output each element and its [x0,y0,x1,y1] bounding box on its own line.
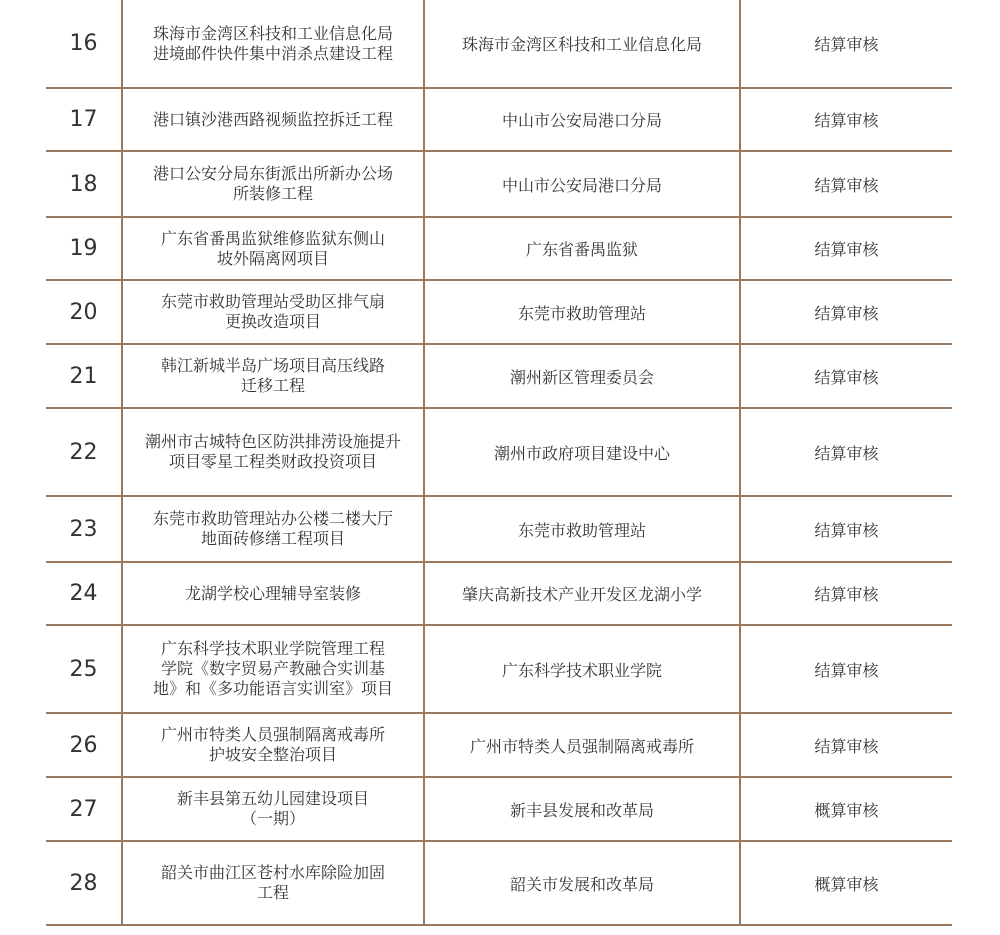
project-name-line: 韩江新城半岛广场项目高压线路 [160,356,385,375]
row-number: 16 [46,0,122,88]
organization-cell: 肇庆高新技术产业开发区龙湖小学 [424,562,740,625]
project-name-line: 东莞市救助管理站办公楼二楼大厅 [152,509,393,528]
row-number: 24 [46,562,122,625]
project-name-line: 地》和《多功能语言实训室》项目 [152,679,393,698]
row-number: 18 [46,151,122,217]
organization-cell: 潮州市政府项目建设中心 [424,408,740,496]
row-number: 25 [46,625,122,713]
project-name-line: （一期） [240,809,305,828]
row-number: 19 [46,217,122,280]
row-number: 17 [46,88,122,151]
project-name-cell [122,0,424,88]
project-name-cell [122,713,424,777]
table-row [46,625,952,713]
review-type-cell: 结算审核 [740,408,952,496]
row-number: 27 [46,777,122,841]
project-name-line: 龙湖学校心理辅导室装修 [184,583,361,603]
project-name-line: 更换改造项目 [224,312,321,331]
project-name-cell [122,151,424,217]
organization-cell: 中山市公安局港口分局 [424,88,740,151]
row-number: 20 [46,280,122,344]
organization-cell: 东莞市救助管理站 [424,280,740,344]
organization-cell: 广州市特类人员强制隔离戒毒所 [424,713,740,777]
project-name-cell [122,280,424,344]
project-name-line: 东莞市救助管理站受助区排气扇 [160,292,385,311]
table-body [46,0,952,925]
project-name-cell [122,344,424,408]
project-name-line: 韶关市曲江区苍村水库除险加固 [160,863,385,882]
review-type-cell: 概算审核 [740,841,952,925]
organization-cell: 中山市公安局港口分局 [424,151,740,217]
project-name-cell [122,625,424,713]
project-name-line: 学院《数字贸易产教融合实训基 [160,659,385,678]
project-name-cell [122,841,424,925]
organization-cell: 东莞市救助管理站 [424,496,740,562]
row-number: 21 [46,344,122,408]
review-type-cell: 结算审核 [740,344,952,408]
project-name-line: 坡外隔离网项目 [216,248,329,268]
organization-cell: 潮州新区管理委员会 [424,344,740,408]
table-row [46,496,952,562]
review-type-cell: 结算审核 [740,0,952,88]
project-name-line: 潮州市古城特色区防洪排涝设施提升 [144,432,401,451]
organization-cell: 广东科学技术职业学院 [424,625,740,713]
project-name-line: 护坡安全整治项目 [208,745,337,764]
table-row [46,217,952,280]
review-type-cell: 结算审核 [740,562,952,625]
project-name-line: 进境邮件快件集中消杀点建设工程 [152,43,393,63]
project-name-line: 港口镇沙港西路视频监控拆迁工程 [152,109,393,129]
project-name-line: 新丰县第五幼儿园建设项目 [176,789,369,808]
review-type-cell: 结算审核 [740,496,952,562]
organization-cell: 广东省番禺监狱 [424,217,740,280]
table-row [46,408,952,496]
organization-cell: 珠海市金湾区科技和工业信息化局 [424,0,740,88]
project-review-table [46,0,952,926]
table-row [46,280,952,344]
project-name-line: 所装修工程 [232,184,313,203]
project-name-cell [122,562,424,625]
table-row [46,151,952,217]
project-name-line: 迁移工程 [240,376,305,395]
organization-cell: 韶关市发展和改革局 [424,841,740,925]
table-row [46,0,952,88]
review-type-cell: 概算审核 [740,777,952,841]
project-name-cell [122,496,424,562]
review-type-cell: 结算审核 [740,217,952,280]
table-row [46,841,952,925]
row-number: 22 [46,408,122,496]
row-number: 26 [46,713,122,777]
project-name-line: 广州市特类人员强制隔离戒毒所 [160,725,385,744]
row-number: 23 [46,496,122,562]
project-name-cell [122,217,424,280]
project-name-cell [122,777,424,841]
table-row [46,777,952,841]
review-type-cell: 结算审核 [740,713,952,777]
project-name-line: 广东省番禺监狱维修监狱东侧山 [160,228,385,248]
project-name-line: 地面砖修缮工程项目 [200,529,345,548]
table-row [46,713,952,777]
organization-cell: 新丰县发展和改革局 [424,777,740,841]
project-name-line: 港口公安分局东街派出所新办公场 [152,164,393,183]
project-name-cell [122,88,424,151]
table-row [46,88,952,151]
project-name-line: 珠海市金湾区科技和工业信息化局 [152,23,393,43]
table-row [46,344,952,408]
row-number: 28 [46,841,122,925]
project-name-line: 工程 [256,883,289,902]
project-name-cell [122,408,424,496]
review-type-cell: 结算审核 [740,88,952,151]
review-type-cell: 结算审核 [740,151,952,217]
table-row [46,562,952,625]
review-type-cell: 结算审核 [740,280,952,344]
project-name-line: 项目零星工程类财政投资项目 [168,452,377,471]
review-type-cell: 结算审核 [740,625,952,713]
project-name-line: 广东科学技术职业学院管理工程 [160,639,385,658]
